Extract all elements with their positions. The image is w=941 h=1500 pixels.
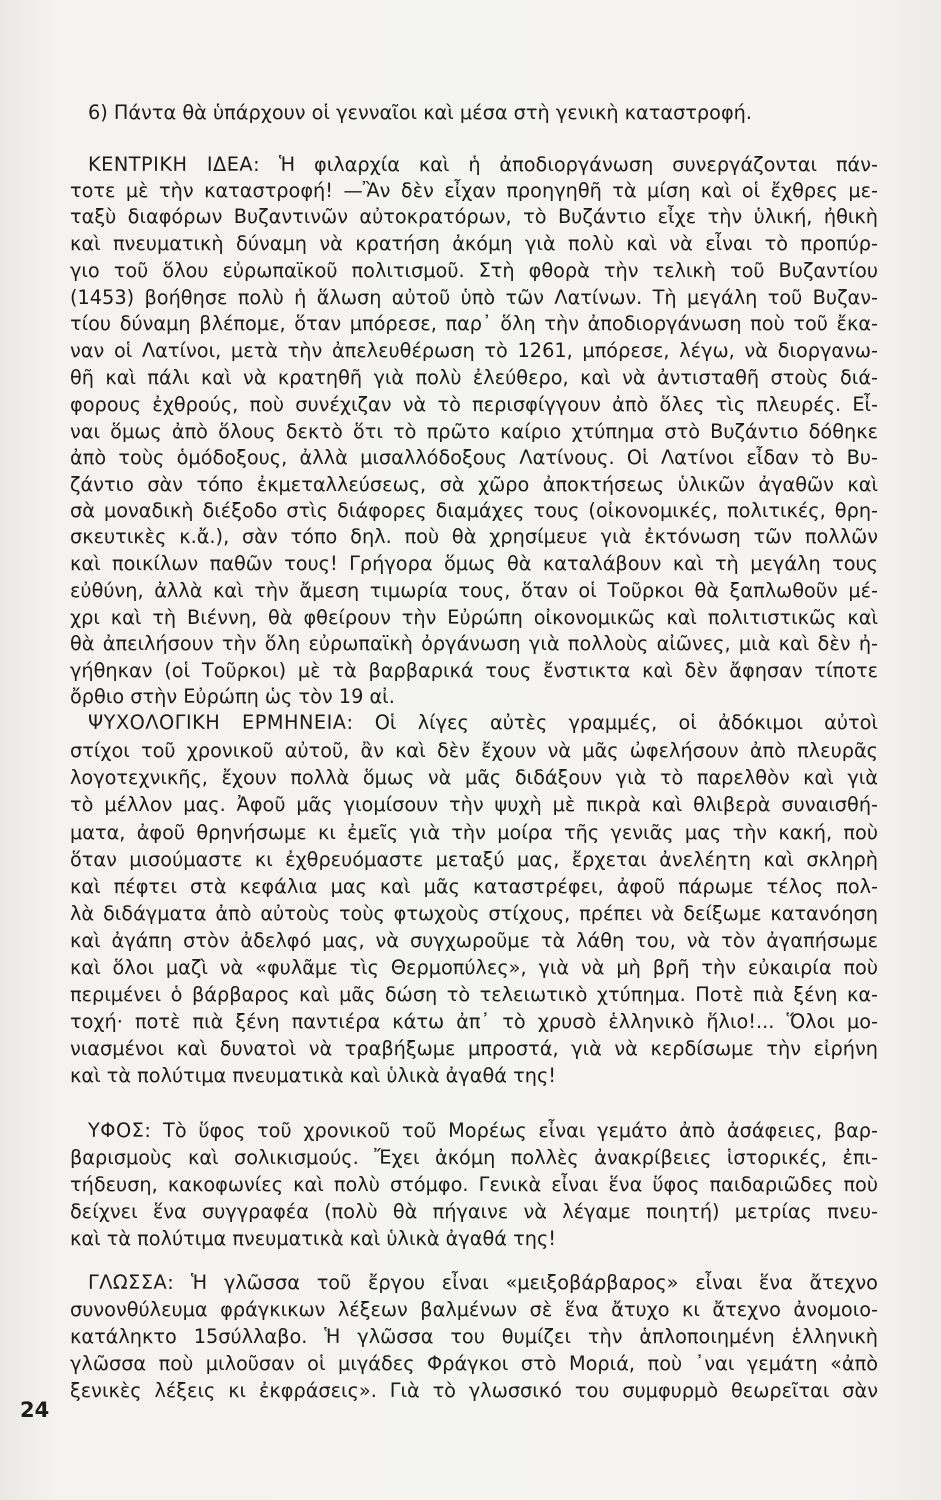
kentriki-idea-line-20: γήθηκαν (οἱ Τοῦρκοι) μὲ τὰ βαρβαρικά τους ἔνστικτα καὶ δὲν ἄφησαν τίποτε [70, 659, 878, 682]
psychologiki-line-13: νιασμένοι καὶ δυνατοὶ νὰ τραβήξωμε μπροστά, γιὰ νὰ κερδίσωμε τὴν εἰρήνη [70, 1037, 878, 1060]
psychologiki-line-5: ματα, ἀφοῦ θρηνήσωμε κι ἐμεῖς γιὰ τὴν μοίρα τῆς γενιᾶς μας τὴν κακή, ποὺ [70, 821, 878, 844]
glossa-heading: ΓΛΩΣΣΑ: [88, 1271, 175, 1294]
kentriki-idea-line-18: χρι καὶ τὴ Βιέννη, θὰ φθείρουν τὴν Εὐρώπη οἰκονομικῶς καὶ πολιτιστικῶς καὶ [70, 606, 878, 629]
glossa-line-2: συνονθύλευμα φράγκικων λέξεων βαλμένων σὲ ἕνα ἄτυχο κι ἄτεχνο ἀνομοιο- [70, 1298, 878, 1321]
psychologiki-line-7: καὶ πέφτει στὰ κεφάλια μας καὶ μᾶς καταστρέφει, ἀφοῦ πάρωμε τέλος πολ- [70, 875, 878, 898]
kentriki-idea-line-8: ναν οἱ Λατίνοι, μετὰ τὴν ἀπελευθέρωση τὸ 1261, μπόρεσε, λέγω, νὰ διοργανω- [70, 339, 878, 362]
yfos-line-1: ΥΦΟΣ: Τὸ ὕφος τοῦ χρονικοῦ τοῦ Μορέως εἶναι γεμάτο ἀπὸ ἀσάφειες, βαρ- [88, 1119, 878, 1142]
kentriki-idea-line-3: ταξὺ διαφόρων Βυζαντινῶν αὐτοκρατόρων, τὸ Βυζάντιο εἶχε τὴν ὑλική, ἠθικὴ [70, 205, 878, 228]
kentriki-idea-line-21: ὄρθιο στὴν Εὐρώπη ὡς τὸν 19 αἰ. [70, 685, 395, 708]
kentriki-idea-line-12: ἀπὸ τοὺς ὁμόδοξους, ἀλλὰ μισαλλόδοξους Λατίνους. Οἱ Λατίνοι εἶδαν τὸ Βυ- [70, 446, 878, 469]
kentriki-idea-line-11: ναι ὅμως ἀπὸ ὅλους δεκτὸ ὅτι τὸ πρῶτο καίριο χτύπημα στὸ Βυζάντιο δόθηκε [70, 420, 878, 443]
kentriki-idea-line-14: σὰ μοναδικὴ διέξοδο στὶς διάφορες διαμάχες τους (οἰκονομικές, πολιτικές, θρη- [70, 499, 878, 522]
psychologiki-line-6: ὅταν μισούμαστε κι ἐχθρευόμαστε μεταξύ μας, ἔρχεται ἀνελέητη καὶ σκληρὴ [70, 848, 878, 871]
psychologiki-line-11: περιμένει ὁ βάρβαρος καὶ μᾶς δώση τὸ τελειωτικὸ χτύπημα. Ποτὲ πιὰ ξένη κα- [70, 983, 878, 1006]
kentriki-idea-line-4: καὶ πνευματικὴ δύναμη νὰ κρατήση ἀκόμη γιὰ πολὺ καὶ νὰ εἶναι τὸ προπύρ- [70, 232, 878, 255]
psychologiki-line-8: λὰ διδάγματα ἀπὸ αὐτοὺς τοὺς φτωχοὺς στίχους, πρέπει νὰ δείξωμε κατανόηση [70, 902, 878, 925]
psychologiki-line-14: καὶ τὰ πολύτιμα πνευματικὰ καὶ ὑλικὰ ἀγαθά της! [70, 1064, 557, 1087]
yfos-line-2: βαρισμοὺς καὶ σολικισμούς. Ἔχει ἀκόμη πολλὲς ἀνακρίβειες ἱστορικές, ἐπι- [70, 1146, 878, 1169]
yfos-line-3: τήδευση, κακοφωνίες καὶ πολὺ στόμφο. Γενικὰ εἶναι ἕνα ὕφος παιδαριῶδες ποὺ [70, 1173, 878, 1196]
kentriki-idea-line-13: ζάντιο σὰν τόπο ἐκμεταλλεύσεως, σὰ χῶρο ἀποκτήσεως ὑλικῶν ἀγαθῶν καὶ [70, 473, 878, 496]
yfos-line-4: δείχνει ἕνα συγγραφέα (πολὺ θὰ πήγαινε νὰ λέγαμε ποιητή) μετρίας πνευ- [70, 1200, 878, 1223]
psychologiki-heading: ΨΥΧΟΛΟΓΙΚΗ ΕΡΜΗΝΕΙΑ: [88, 711, 354, 734]
glossa-line-3: κατάληκτο 15σύλλαβο. Ἡ γλῶσσα του θυμίζει τὴν ἁπλοποιημένη ἑλληνικὴ [70, 1325, 878, 1348]
page-number: 24 [20, 1398, 50, 1422]
psychologiki-line-3: λογοτεχνικῆς, ἔχουν πολλὰ ὅμως νὰ μᾶς διδάξουν γιὰ τὸ παρελθὸν καὶ γιὰ [70, 766, 878, 789]
glossa-line-1: ΓΛΩΣΣΑ: Ἡ γλῶσσα τοῦ ἔργου εἶναι «μειξοβάρβαρος» εἶναι ἕνα ἄτεχνο [88, 1271, 878, 1294]
kentriki-idea-line-16: καὶ ποικίλων παθῶν τους! Γρήγορα ὅμως θὰ καταλάβουν καὶ τὴ μεγάλη τους [70, 552, 878, 575]
item-6: 6) Πάντα θὰ ὑπάρχουν οἱ γενναῖοι καὶ μέσα στὴ γενικὴ καταστροφή. [88, 101, 753, 124]
kentriki-idea-line-5: γιο τοῦ ὅλου εὐρωπαϊκοῦ πολιτισμοῦ. Στὴ φθορὰ τὴν τελικὴ τοῦ Βυζαντίου [70, 259, 878, 282]
glossa-line-4: γλῶσσα ποὺ μιλοῦσαν οἱ μιγάδες Φράγκοι στὸ Μοριά, ποὺ ᾽ναι γεμάτη «ἀπὸ [70, 1352, 878, 1375]
kentriki-idea-heading: ΚΕΝΤΡΙΚΗ ΙΔΕΑ: [88, 153, 261, 176]
glossa-line-5: ξενικὲς λέξεις κι ἐκφράσεις». Γιὰ τὸ γλωσσικό του συμφυρμὸ θεωρεῖται σὰν [70, 1379, 878, 1402]
kentriki-idea-line-9: θῆ καὶ πάλι καὶ νὰ κρατηθῆ γιὰ πολὺ ἐλεύθερο, καὶ νὰ ἀντισταθῆ στοὺς διά- [70, 366, 878, 389]
psychologiki-line-10: καὶ ὅλοι μαζὶ νὰ «φυλᾶμε τὶς Θερμοπύλες», γιὰ νὰ μὴ βρῆ τὴν εὐκαιρία ποὺ [70, 956, 878, 979]
kentriki-idea-line-7: τίου δύναμη βλέπομε, ὅταν μπόρεσε, παρ᾽ ὅλη τὴν ἀποδιοργάνωση ποὺ τοῦ ἔκα- [70, 312, 878, 335]
kentriki-idea-line-10: φορους ἐχθρούς, ποὺ συνέχιζαν νὰ τὸ περισφίγγουν ἀπὸ ὅλες τὶς πλευρές. Εἶ- [70, 393, 878, 416]
kentriki-idea-line-17: εὐθύνη, ἀλλὰ καὶ τὴν ἄμεση τιμωρία τους, ὅταν οἱ Τοῦρκοι θὰ ξαπλωθοῦν μέ- [70, 579, 878, 602]
yfos-line-5: καὶ τὰ πολύτιμα πνευματικὰ καὶ ὑλικὰ ἀγαθά της! [70, 1227, 557, 1250]
yfos-heading: ΥΦΟΣ: [88, 1119, 152, 1142]
psychologiki-line-4: τὸ μέλλον μας. Ἀφοῦ μᾶς γιομίσουν τὴν ψυχὴ μὲ πικρὰ καὶ θλιβερὰ συναισθή- [70, 793, 878, 816]
psychologiki-line-9: καὶ ἀγάπη στὸν ἀδελφό μας, νὰ συγχωροῦμε τὰ λάθη του, νὰ τὸν ἀγαπήσωμε [70, 929, 878, 952]
kentriki-idea-line-15: σκευτικὲς κ.ἄ.), σὰν τόπο δηλ. ποὺ θὰ χρησίμευε γιὰ ἐκτόνωση τῶν πολλῶν [70, 525, 878, 548]
kentriki-idea-line-6: (1453) βοήθησε πολὺ ἡ ἅλωση αὐτοῦ ὑπὸ τῶν Λατίνων. Τὴ μεγάλη τοῦ Βυζαν- [70, 286, 878, 309]
kentriki-idea-line-1: ΚΕΝΤΡΙΚΗ ΙΔΕΑ: Ἡ φιλαρχία καὶ ἡ ἀποδιοργάνωση συνεργάζονται πάν- [88, 153, 878, 176]
psychologiki-line-2: στίχοι τοῦ χρονικοῦ αὐτοῦ, ἂν καὶ δὲν ἔχουν νὰ μᾶς ὠφελήσουν ἀπὸ πλευρᾶς [70, 739, 878, 762]
psychologiki-line-1: ΨΥΧΟΛΟΓΙΚΗ ΕΡΜΗΝΕΙΑ: Οἱ λίγες αὐτὲς γραμμές, οἱ ἀδόκιμοι αὐτοὶ [88, 711, 878, 734]
psychologiki-line-12: τοχή· ποτὲ πιὰ ξένη παντιέρα κάτω ἀπ᾽ τὸ χρυσὸ ἑλληνικὸ ἥλιο!... Ὅλοι μο- [70, 1010, 878, 1033]
kentriki-idea-line-19: θὰ ἀπειλήσουν τὴν ὅλη εὐρωπαϊκὴ ὀργάνωση γιὰ πολλοὺς αἰῶνες, μιὰ καὶ δὲν ἠ- [70, 632, 878, 655]
kentriki-idea-line-2: τοτε μὲ τὴν καταστροφή! —Ἂν δὲν εἶχαν προηγηθῆ τὰ μίση καὶ οἱ ἔχθρες με- [70, 179, 878, 202]
